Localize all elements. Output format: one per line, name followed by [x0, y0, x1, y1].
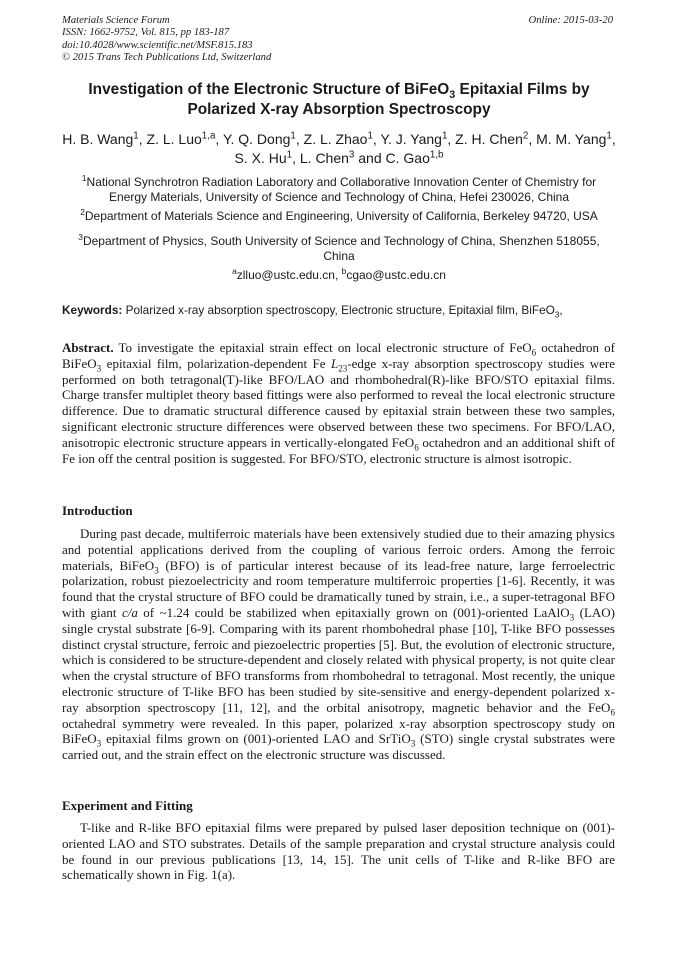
author-name: Y. J. Yang: [380, 131, 442, 147]
keywords: Keywords: Polarized x-ray absorption spectroscopy, Electronic structure, Epitaxial film, BiFeO$_3$,: [62, 303, 563, 320]
email-b[interactable]: cgao@ustc.edu.cn: [346, 268, 446, 282]
author-name: M. M. Yang: [536, 131, 607, 147]
author-name: Z. L. Zhao: [303, 131, 368, 147]
doi-line[interactable]: doi:10.4028/www.scientific.net/MSF.815.183: [62, 39, 253, 51]
contact-emails: $^a$zlluo@ustc.edu.cn, $^b$cgao@ustc.edu.cn: [232, 266, 446, 282]
affiliation-2: $^2$Department of Materials Science and Engineering, University of California, Berkeley 94720, USA: [80, 207, 598, 223]
introduction-heading: Introduction: [62, 503, 133, 518]
author-name: Y. Q. Dong: [222, 131, 291, 147]
author-name: C. Gao: [385, 149, 430, 166]
introduction-paragraph: During past decade, multiferroic materials have been extensively studied due to their amazing physics and potential applications derived from the coupling of various ferroic orders. Among the ferroic materials, BiFeO$_3$ (BFO) is of particular interest because of its lead-free nature, large ferroelectric polarization, robust piezoelectricity and room temperature multiferroic properties [1-6]. Recently, it was found that the crystal structure of BFO could be dramatically tuned by strain, i.e., a super-tetragonal BFO with giant c/a of ~1.24 could be stabilized when epitaxially grown on (001)-oriented LaAlO$_3$ (LAO) single crystal substrate [6-9]. Comparing with its parent rhombohedral phase [10], T-like BFO possesses distinct crystal structure, ferroic and piezoelectric properties [5]. But, the evolution of electronic structure, which is considered to be structure-dependent and closely related with physical property, is not quite clear when the crystal structure of BFO transforms from rhombohedral to tetragonal. Most recently, the unique electronic structure of T-like BFO has been studied by site-sensitive and energy-dependent polarized x-ray absorption spectroscopy [11, 12], and the orbital anisotropy, magnetic behavior and the FeO$_6$ octahedral symmetry were revealed. In this paper, polarized x-ray absorption spectroscopy study on BiFeO$_3$ epitaxial films grown on (001)-oriented LAO and SrTiO$_3$ (STO) single crystal substrates were carried out, and the strain effect on the electronic structure was discussed.: [62, 526, 615, 763]
issn-line: ISSN: 1662-9752, Vol. 815, pp 183-187: [62, 27, 230, 39]
author-name: Z. L. Luo: [146, 131, 202, 147]
author-name: L. Chen: [299, 149, 349, 166]
journal-header: [62, 15, 271, 65]
paper-title: Investigation of the Electronic Structure of BiFeO$_3$ Epitaxial Films by Polarized X-ray Absorption Spectroscopy: [88, 81, 590, 118]
experiment-heading: Experiment and Fitting: [62, 798, 193, 813]
copyright-line: © 2015 Trans Tech Publications Ltd, Switzerland: [62, 52, 272, 64]
author-list: H. B. Wang$^1$, Z. L. Luo$^{1,a}$, Y. Q. Dong$^1$, Z. L. Zhao$^1$, Y. J. Yang$^1$, Z. H. Chen$^2$, M. M. Yang$^1$, S. X. Hu$^1$, L. Chen$^3$ and C. Gao$^{1,b}$: [62, 130, 616, 166]
online-date: Online: 2015-03-20: [528, 15, 613, 26]
email-a[interactable]: zlluo@ustc.edu.cn,: [236, 268, 342, 282]
experiment-paragraph: T-like and R-like BFO epitaxial films were prepared by pulsed laser deposition technique on (001)-oriented LAO and STO substrates. Details of the sample preparation and crystal structure analysis could be found in our previous publications [13, 14, 15]. The unit cells of T-like and R-like BFO are schematically shown in Fig. 1(a).: [62, 820, 615, 883]
journal-name: Materials Science Forum: [62, 15, 170, 26]
affiliation-1: $^1$National Synchrotron Radiation Laboratory and Collaborative Innovation Center of Chemistry for Energy Materials, University of Science and Technology of China, Hefei 230026, China: [81, 173, 597, 205]
keywords-label: Keywords:: [62, 303, 123, 317]
author-name: H. B. Wang: [62, 131, 134, 147]
author-name: S. X. Hu: [234, 149, 287, 166]
affiliation-3: $^3$Department of Physics, South University of Science and Technology of China, Shenzhen 518055, China: [78, 232, 600, 264]
abstract: Abstract. To investigate the epitaxial strain effect on local electronic structure of FeO$_6$ octahedron of BiFeO$_3$ epitaxial film, polarization-dependent Fe $L_{23}$-edge x-ray absorption spectroscopy studies were performed on both tetragonal(T)-like BFO/LAO and rhombohedral(R)-like BFO/STO epitaxial films. Charge transfer multiplet theory based fittings were also performed to reveal the local electronic structure difference. Due to dramatic structural difference caused by epitaxial strain between these two samples, significant electronic structure differences were observed between these two specimens. For BFO/LAO, anisotropic electronic structure appears in vertically-elongated FeO$_6$ octahedron and an additional shift of Fe ion off the central position is suggested. For BFO/STO, electronic structure is almost isotropic.: [62, 340, 616, 466]
abstract-label: Abstract.: [62, 340, 114, 355]
author-name: Z. H. Chen: [455, 131, 523, 147]
